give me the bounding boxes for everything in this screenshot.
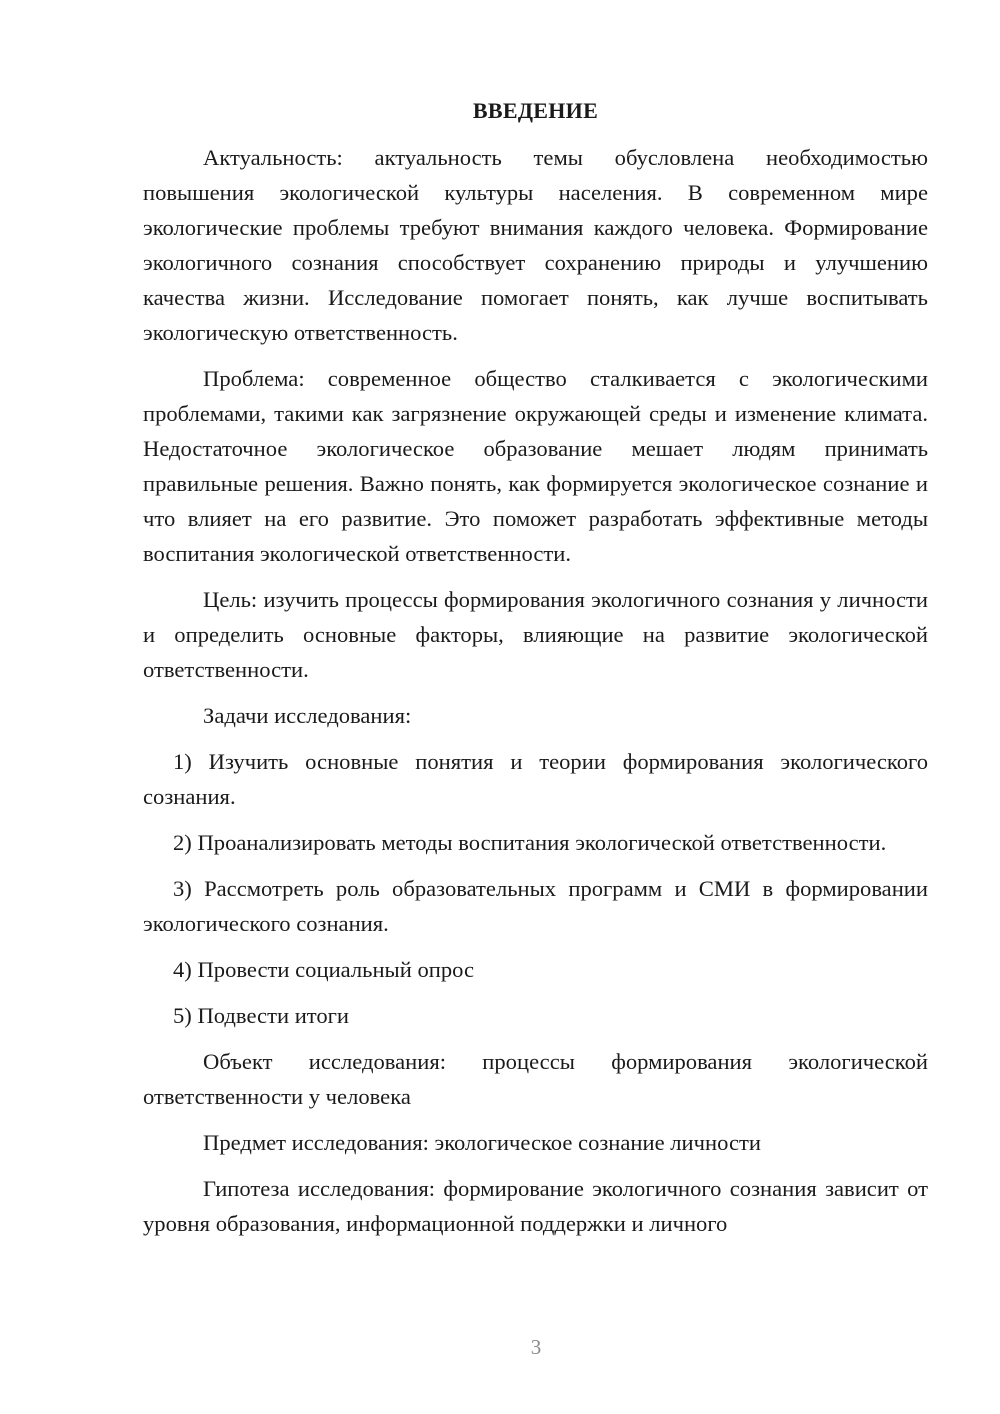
hypothesis-paragraph: Гипотеза исследования: формирование экологичного сознания зависит от уровня образования, информационной поддержки и личного <box>143 1176 928 1236</box>
problem-paragraph: Проблема: современное общество сталкивается с экологическими проблемами, такими как загрязнение окружающей среды и изменение климата. Недостаточное экологическое образование мешает людям принимать правильные решения. Важно понять, как формируется экологическое сознание и что влияет на его развитие. Это поможет разработать эффективные методы воспитания экологической ответственности. <box>143 366 928 566</box>
tasks-heading: Задачи исследования: <box>203 703 412 728</box>
task-item: 5) Подвести итоги <box>173 1003 350 1028</box>
task-item: 4) Провести социальный опрос <box>173 957 475 982</box>
task-item: 2) Проанализировать методы воспитания экологической ответственности. <box>173 830 887 855</box>
subject-paragraph: Предмет исследования: экологическое сознание личности <box>203 1130 761 1155</box>
task-item: 1) Изучить основные понятия и теории формирования экологического сознания. <box>143 749 928 809</box>
goal-paragraph: Цель: изучить процессы формирования экологичного сознания у личности и определить основные факторы, влияющие на развитие экологической ответственности. <box>143 587 928 682</box>
task-item: 3) Рассмотреть роль образовательных программ и СМИ в формировании экологического сознания. <box>143 876 928 936</box>
section-title: ВВЕДЕНИЕ <box>472 98 599 123</box>
page-number: 3 <box>530 1335 542 1359</box>
relevance-paragraph: Актуальность: актуальность темы обусловлена необходимостью повышения экологической культуры населения. В современном мире экологические проблемы требуют внимания каждого человека. Формирование экологичного сознания способствует сохранению природы и улучшению качества жизни. Исследование помогает понять, как лучше воспитывать экологическую ответственность. <box>143 145 928 345</box>
object-paragraph: Объект исследования: процессы формирования экологической ответственности у человека <box>143 1049 928 1109</box>
page-content <box>143 96 928 1241</box>
